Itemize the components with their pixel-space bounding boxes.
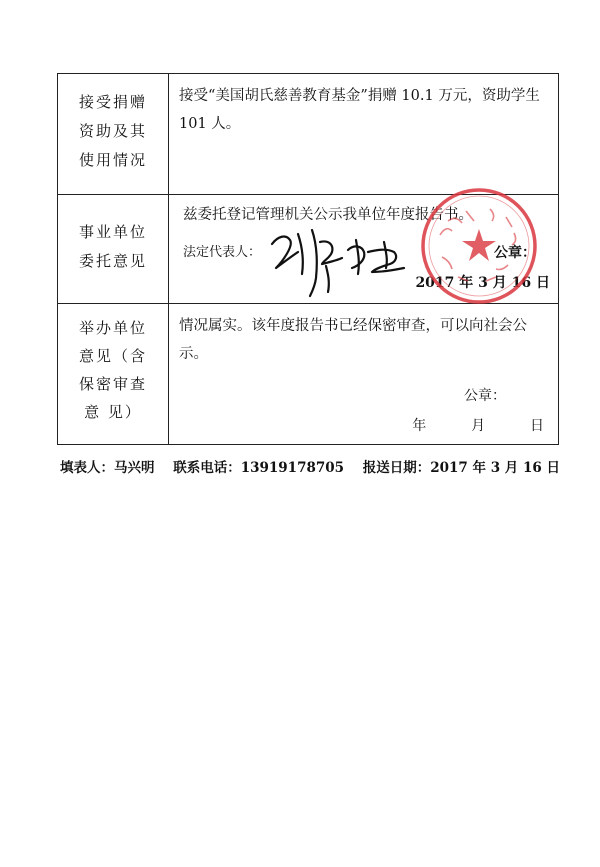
date-day: 日 [530, 418, 544, 434]
contact-phone: 联系电话：13919178705 [173, 460, 345, 476]
filler-info: 填表人：马兴明 [60, 460, 155, 476]
entrust-date: 2017 年 3 月 16 日 [415, 275, 550, 291]
entrust-text: 兹委托登记管理机关公示我单位年度报告书。 [183, 207, 473, 223]
report-date: 报送日期：2017 年 3 月 16 日 [362, 460, 560, 476]
donation-text: 接受“美国胡氏慈善教育基金”捐赠 10.1 万元，资助学生 101 人。 [179, 88, 540, 132]
legal-representative-signature [268, 222, 418, 302]
sponsor-text: 情况属实。该年度报告书已经保密审查，可以向社会公示。 [179, 318, 527, 362]
label-line: 意 见） [84, 403, 142, 421]
sponsor-row [58, 304, 559, 445]
label-line: 委托意见 [78, 252, 147, 270]
sponsor-label [58, 304, 169, 445]
donation-row [58, 74, 559, 195]
legal-representative-label: 法定代表人： [183, 245, 262, 260]
label-line: 资助及其 [78, 122, 147, 140]
label-line: 保密审查 [78, 375, 147, 393]
sponsor-content-cell [169, 304, 559, 445]
entrust-label [58, 195, 169, 304]
label-line: 举办单位 [78, 319, 147, 337]
official-seal-stamp [418, 185, 540, 307]
seal-label: 公章： [464, 388, 506, 404]
form-footer [60, 456, 574, 476]
label-line: 意见（含 [78, 347, 147, 365]
sponsor-date [412, 412, 544, 440]
date-year: 年 [412, 418, 427, 434]
label-line: 使用情况 [78, 151, 147, 169]
donation-label [58, 74, 169, 195]
label-line: 事业单位 [78, 223, 147, 241]
seal-label: 公章： [494, 245, 536, 261]
label-line: 接受捐赠 [78, 93, 147, 111]
donation-content-cell [169, 74, 559, 195]
date-month: 月 [471, 418, 486, 434]
